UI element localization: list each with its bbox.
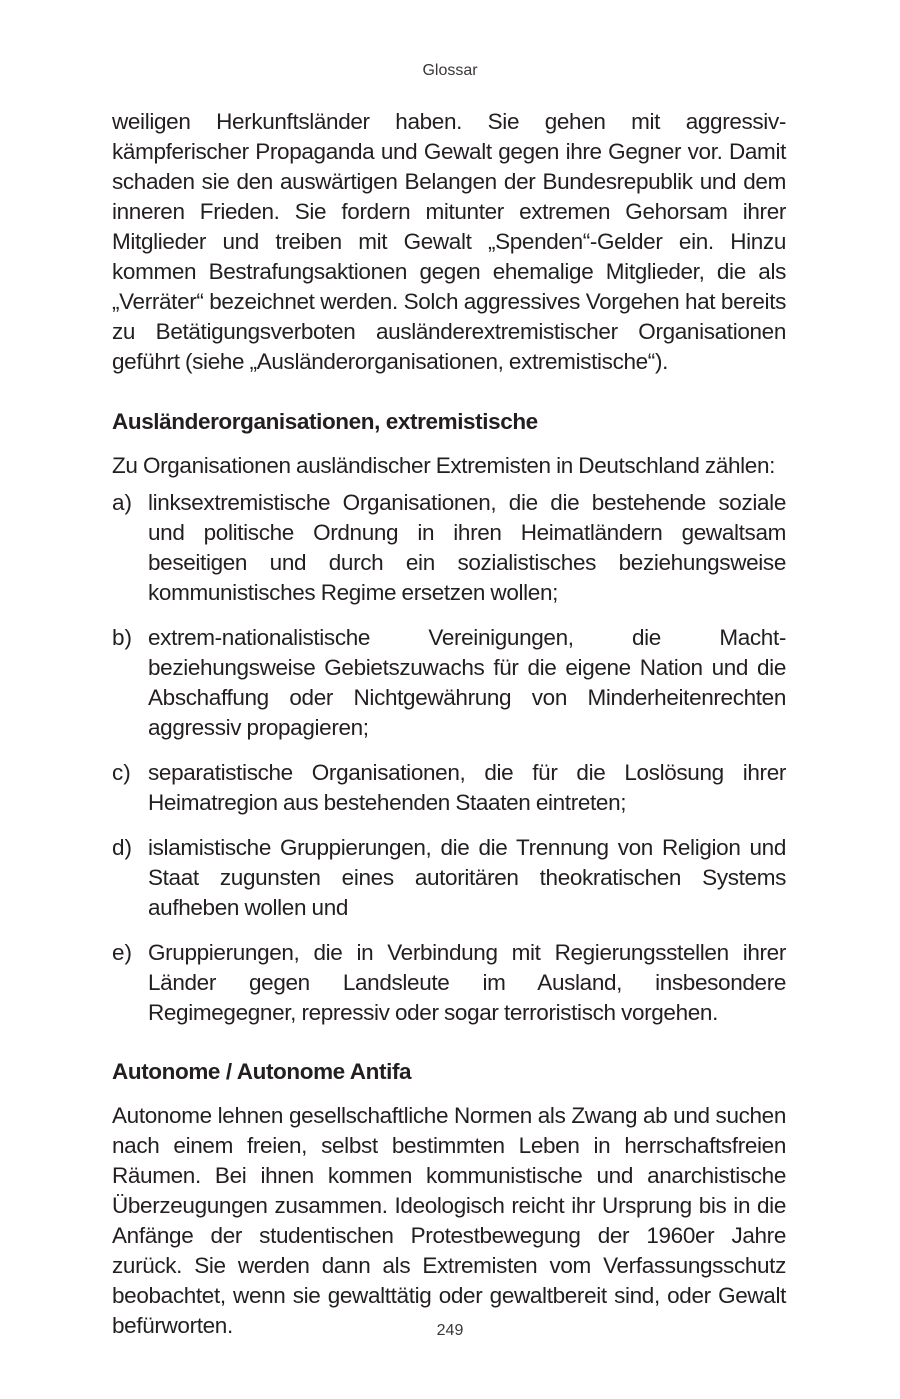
- list-item-text: extrem-nationalistische Vereinigungen, die Macht- beziehungsweise Gebietszuwachs für die eigene Nation und die Abschaffung oder Nichtgewährung von Minderheitenrechten aggressiv propagieren;: [148, 625, 786, 740]
- organisation-type-list: [112, 488, 786, 1028]
- list-item-d: [112, 833, 786, 923]
- page-content: [112, 107, 786, 1341]
- section-lead-text: Zu Organisationen ausländischer Extremisten in Deutschland zählen:: [112, 453, 776, 478]
- section-heading-autonome: Autonome / Autonome Antifa: [112, 1059, 412, 1084]
- list-item-c: [112, 758, 786, 818]
- intro-paragraph: weiligen Herkunftsländer haben. Sie gehen mit aggressiv-kämpferischer Propaganda und Gewalt gegen ihre Gegner vor. Damit schaden sie den auswärtigen Belangen der Bundesrepublik und dem inneren Frieden. Sie fordern mitunter extremen Gehorsam ihrer Mitglieder und treiben mit Gewalt „Spenden“-Gelder ein. Hinzu kommen Bestrafungsaktionen gegen ehemalige Mitglieder, die als „Verräter“ bezeichnet werden. Solch aggressives Vorgehen hat bereits zu Betätigungsverboten ausländerextremistischer Organisationen geführt (siehe „Ausländerorganisationen, extremistische“).: [112, 109, 786, 374]
- running-header: Glossar: [422, 62, 478, 79]
- list-marker: c): [112, 760, 131, 785]
- list-marker: b): [112, 625, 133, 650]
- list-item-a: [112, 488, 786, 608]
- list-item-b: [112, 623, 786, 743]
- list-marker: e): [112, 940, 133, 965]
- list-item-text: islamistische Gruppierungen, die die Trennung von Religion und Staat zugunsten eines autoritären theokratischen Systems aufheben wollen und: [148, 835, 786, 920]
- list-item-text: separatistische Organisationen, die für die Loslösung ihrer Heimatregion aus bestehenden Staaten eintreten;: [148, 760, 786, 815]
- list-item-text: Gruppierungen, die in Verbindung mit Regierungsstellen ihrer Länder gegen Landsleute im Ausland, insbesondere Regimegegner, repressiv oder sogar terroristisch vorgehen.: [148, 940, 786, 1025]
- list-marker: d): [112, 835, 133, 860]
- list-marker: a): [112, 490, 133, 515]
- list-item-text: linksextremistische Organisationen, die die bestehende soziale und politische Ordnung in ihren Heimatländern gewaltsam beseitigen und durch ein sozialistisches beziehungsweise kommunistisches Regime ersetzen wollen;: [148, 490, 786, 605]
- page-number: 249: [436, 1322, 464, 1339]
- autonome-paragraph: Autonome lehnen gesellschaftliche Normen als Zwang ab und suchen nach einem freien, selbst bestimmten Leben in herrschaftsfreien Räumen. Bei ihnen kommen kommunistische und anarchistische Überzeugungen zusammen. Ideologisch reicht ihr Ursprung bis in die Anfänge der studentischen Protestbewegung der 1960er Jahre zurück. Sie werden dann als Extremisten vom Verfassungsschutz beobachtet, wenn sie gewalttätig oder gewaltbereit sind, oder Gewalt befürworten.: [112, 1103, 786, 1338]
- list-item-e: [112, 938, 786, 1028]
- section-heading-auslaenderorganisationen: Ausländerorganisationen, extremistische: [112, 409, 538, 434]
